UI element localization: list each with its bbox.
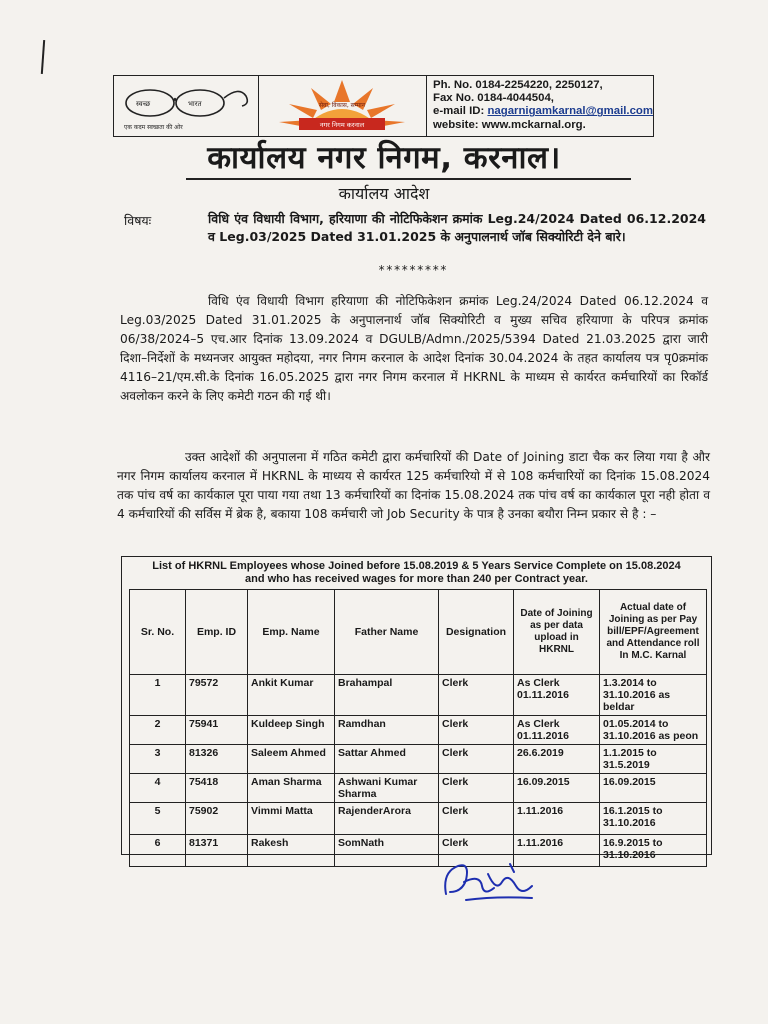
table-title-line-1: List of HKRNL Employees whose Joined before 15.08.2019 & 5 Years Service Complete on 15.08.2024	[152, 560, 681, 572]
table-row	[130, 803, 707, 835]
table-row	[130, 675, 707, 716]
header-father-name: Father Name	[335, 590, 439, 675]
paragraph-1: विधि एंव विधायी विभाग हरियाणा की नोटिफिकेशन क्रमांक Leg.24/2024 Dated 06.12.2024 व Leg.03/2025 Dated 31.01.2025 के अनुपालनार्थ जॉब सिक्योरिटी व मुख्य सचिव हरियाणा के परिपत्र क्रमांक 06/38/2024–5 एच.आर दिनांक 13.09.2024 व DGULB/Admn./2025/5394 Dated 21.03.2025 द्वारा जारी दिशा–निर्देशों के मध्यनजर आयुक्त महोदया, नगर निगम करनाल के आदेश दिनांक 30.04.2024 के तहत कार्यालय पत्र पृ0क्रमांक 4116–21/एम.सी.के दिनांक 16.05.2025 द्वारा नगर निगम करनाल में HKRNL के माध्यम से कार्यरत कर्मचारियों का रिकॉर्ड अवलोकन करने के लिए कमेटी गठन की गई थी।	[120, 294, 708, 404]
letterhead	[113, 75, 654, 137]
cell-designation: Clerk	[439, 675, 514, 716]
cell-actual-doj: 1.3.2014 to 31.10.2016 as beldar	[600, 675, 707, 716]
employee-table-box	[121, 556, 712, 861]
logo-word-right: भारत	[188, 100, 202, 108]
nagar-nigam-emblem	[259, 76, 427, 136]
cell-emp-name: Ankit Kumar	[248, 675, 335, 716]
employee-table	[129, 589, 707, 867]
cell-designation: Clerk	[439, 803, 514, 835]
cell-designation: Clerk	[439, 716, 514, 745]
office-title: कार्यालय नगर निगम, करनाल।	[207, 140, 561, 176]
cell-doj-hkrnl: 1.11.2016	[514, 835, 600, 867]
cell-father-name: Ramdhan	[335, 716, 439, 745]
website-line: website: www.mckarnal.org.	[433, 118, 586, 131]
cell-doj-hkrnl: 16.09.2015	[514, 774, 600, 803]
cell-doj-hkrnl: 26.6.2019	[514, 745, 600, 774]
cell-emp-id: 75418	[186, 774, 248, 803]
email-link[interactable]: nagarnigamkarnal@gmail.com	[487, 105, 653, 118]
subject-label: विषयः	[124, 213, 152, 228]
header-emp-name: Emp. Name	[248, 590, 335, 675]
header-emp-id: Emp. ID	[186, 590, 248, 675]
subject-text: विधि एंव विधायी विभाग, हरियाणा की नोटिफिकेशन क्रमांक Leg.24/2024 Dated 06.12.2024 व Leg.03/2025 Dated 31.01.2025 के अनुपालनार्थ जॉब सिक्योरिटी देने बारे।	[208, 211, 706, 244]
swachh-bharat-logo	[114, 76, 259, 136]
cell-sr: 3	[130, 745, 186, 774]
cell-emp-id: 79572	[186, 675, 248, 716]
header-sr-no: Sr. No.	[130, 590, 186, 675]
separator-stars: *********	[378, 263, 448, 277]
cell-father-name: RajenderArora	[335, 803, 439, 835]
table-row	[130, 835, 707, 867]
header-doj-hkrnl: Date of Joining as per data upload in HKRNL	[514, 590, 600, 675]
table-header-row	[130, 590, 707, 675]
title-underline	[186, 178, 631, 180]
margin-pen-mark	[41, 40, 45, 74]
cell-sr: 6	[130, 835, 186, 867]
cell-doj-hkrnl: As Clerk 01.11.2016	[514, 716, 600, 745]
table-title	[122, 557, 711, 589]
cell-sr: 4	[130, 774, 186, 803]
table-row	[130, 716, 707, 745]
email-label: e-mail ID:	[433, 105, 488, 118]
cell-emp-id: 81371	[186, 835, 248, 867]
cell-emp-name: Rakesh	[248, 835, 335, 867]
emblem-band-text: नगर निगम करनाल	[319, 121, 365, 129]
cell-emp-name: Saleem Ahmed	[248, 745, 335, 774]
cell-doj-hkrnl: 1.11.2016	[514, 803, 600, 835]
table-row	[130, 745, 707, 774]
cell-actual-doj: 1.1.2015 to 31.5.2019	[600, 745, 707, 774]
phone-number: Ph. No. 0184-2254220, 2250127,	[433, 79, 603, 91]
office-order-heading: कार्यालय आदेश	[338, 184, 430, 203]
cell-actual-doj: 16.9.2015 to 31.10.2016	[600, 835, 707, 867]
fax-number: Fax No. 0184-4044504,	[433, 92, 554, 105]
header-designation: Designation	[439, 590, 514, 675]
table-row	[130, 774, 707, 803]
cell-emp-name: Kuldeep Singh	[248, 716, 335, 745]
cell-actual-doj: 16.09.2015	[600, 774, 707, 803]
cell-sr: 1	[130, 675, 186, 716]
cell-emp-id: 75941	[186, 716, 248, 745]
swachh-caption: एक कदम स्वच्छता की ओर	[124, 124, 183, 131]
cell-father-name: Ashwani Kumar Sharma	[335, 774, 439, 803]
handwritten-signature	[436, 852, 546, 912]
logo-word-left: स्वच्छ	[136, 100, 151, 108]
table-title-line-2: and who has received wages for more than 240 per Contract year.	[245, 573, 588, 585]
cell-designation: Clerk	[439, 745, 514, 774]
email-line	[433, 105, 653, 118]
contact-info	[427, 76, 653, 136]
cell-emp-name: Vimmi Matta	[248, 803, 335, 835]
cell-father-name: Brahampal	[335, 675, 439, 716]
cell-sr: 5	[130, 803, 186, 835]
cell-designation: Clerk	[439, 835, 514, 867]
cell-actual-doj: 01.05.2014 to 31.10.2016 as peon	[600, 716, 707, 745]
cell-father-name: Sattar Ahmed	[335, 745, 439, 774]
cell-emp-name: Aman Sharma	[248, 774, 335, 803]
cell-sr: 2	[130, 716, 186, 745]
emblem-top-text: सेवा, विकास, सम्मान	[318, 102, 366, 109]
header-actual-doj: Actual date of Joining as per Pay bill/EPF/Agreement and Attendance roll In M.C. Karnal	[600, 590, 707, 675]
cell-actual-doj: 16.1.2015 to 31.10.2016	[600, 803, 707, 835]
cell-designation: Clerk	[439, 774, 514, 803]
cell-emp-id: 75902	[186, 803, 248, 835]
cell-father-name: SomNath	[335, 835, 439, 867]
cell-emp-id: 81326	[186, 745, 248, 774]
paragraph-2: उक्त आदेशों की अनुपालना में गठित कमेटी द्वारा कर्मचारियों की Date of Joining डाटा चैक कर लिया गया है और नगर निगम कार्यालय करनाल में HKRNL के माध्यय से कार्यरत 125 कर्मचारियो में से 108 कर्मचारियों का दिनांक 15.08.2024 तक पांच वर्ष का कार्यकाल पूरा पाया गया तथा 13 कर्मचारियों का दिनांक 15.08.2024 तक पांच वर्ष का कार्यकाल पूरा नही होता व 4 कर्मचारियों की सर्विस में ब्रेक है, बकाया 108 कर्मचारी जो Job Security के पात्र है उनका बयौरा निम्न प्रकार से है : –	[117, 450, 710, 522]
cell-doj-hkrnl: As Clerk 01.11.2016	[514, 675, 600, 716]
sun-emblem-icon	[259, 76, 425, 136]
